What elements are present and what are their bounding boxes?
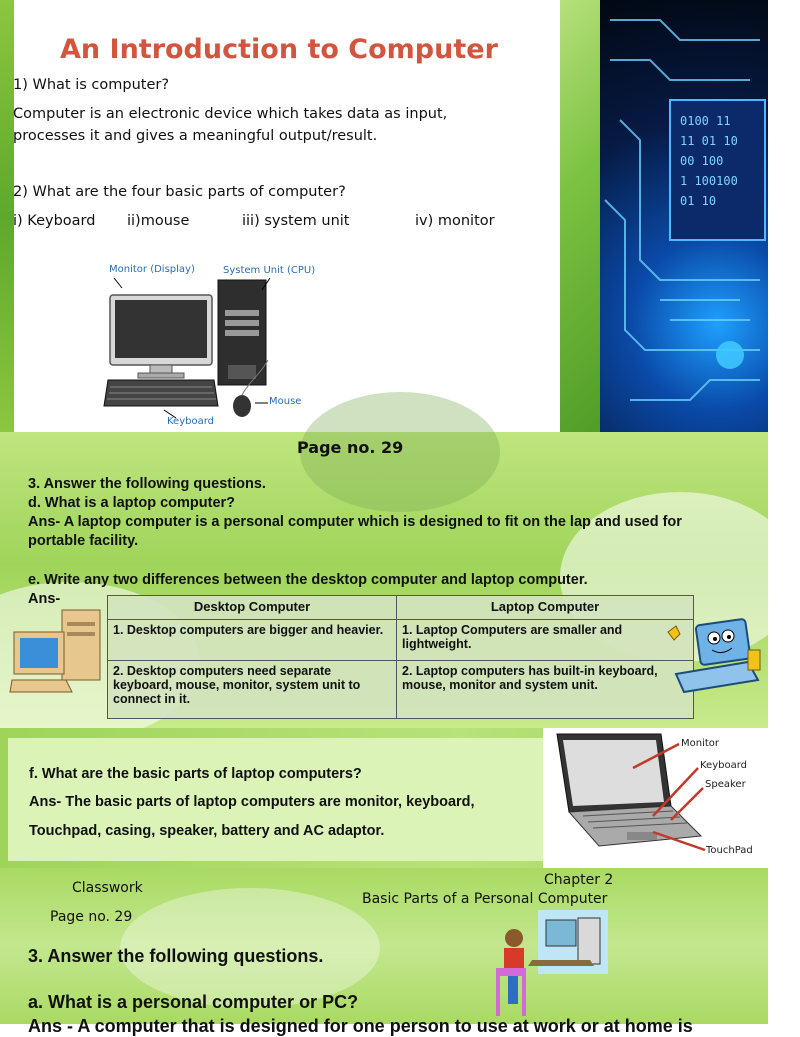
label-monitor: Monitor (Display) <box>109 264 195 275</box>
table-cell: 1. Desktop computers are bigger and heavier. <box>108 620 397 661</box>
chapter-subtitle: Basic Parts of a Personal Computer <box>362 891 608 907</box>
page-number: Page no. 29 <box>50 909 133 925</box>
question-d: d. What is a laptop computer? <box>28 495 236 511</box>
label-laptop-touchpad: TouchPad <box>706 845 753 856</box>
table-header-row <box>108 596 694 620</box>
slide-classwork <box>0 868 768 1036</box>
table-cell: 2. Laptop computers has built-in keyboard, mouse, monitor and system unit. <box>397 661 694 719</box>
svg-text:11 01 10: 11 01 10 <box>680 134 738 148</box>
answer-d-line-2: portable facility. <box>28 533 139 549</box>
comparison-table <box>107 595 694 719</box>
answer-f-line-2: Touchpad, casing, speaker, battery and AC adaptor. <box>29 823 385 839</box>
table-row <box>108 661 694 719</box>
desktop-computer-icon <box>10 604 105 696</box>
table-header: Laptop Computer <box>397 596 694 620</box>
laptop-mascot-icon <box>666 612 766 702</box>
page-number: Page no. 29 <box>297 438 404 457</box>
answer-d-line-1: Ans- A laptop computer is a personal computer which is designed to fit on the lap and used for <box>28 514 682 530</box>
label-mouse: Mouse <box>269 396 302 407</box>
svg-text:00 100: 00 100 <box>680 154 724 168</box>
label-system-unit: System Unit (CPU) <box>223 265 316 276</box>
answer-a: Ans - A computer that is designed for one person to use at work or at home is <box>28 1016 693 1036</box>
question-e: e. Write any two differences between the desktop computer and laptop computer. <box>28 572 588 588</box>
decorative-strip <box>0 0 14 432</box>
label-laptop-monitor: Monitor <box>681 738 720 749</box>
answer-f-line-1: Ans- The basic parts of laptop computers are monitor, keyboard, <box>29 794 475 810</box>
section-heading: 3. Answer the following questions. <box>28 476 266 492</box>
label-laptop-speaker: Speaker <box>705 779 746 790</box>
page-title: An Introduction to Computer <box>60 34 498 65</box>
slide-introduction <box>0 0 768 432</box>
label-laptop-keyboard: Keyboard <box>700 760 748 771</box>
section-heading: 3. Answer the following questions. <box>28 946 324 966</box>
table-cell: 2. Desktop computers need separate keyboard, mouse, monitor, system unit to connect in it. <box>108 661 397 719</box>
question-2: 2) What are the four basic parts of computer? <box>13 184 346 200</box>
answer-1-line-1: Computer is an electronic device which takes data as input, <box>13 106 448 122</box>
question-1: 1) What is computer? <box>13 77 170 93</box>
slide-laptop-questions <box>0 432 768 728</box>
question-a: a. What is a personal computer or PC? <box>28 992 359 1012</box>
svg-text:0100 11: 0100 11 <box>680 114 731 128</box>
circuit-board-image <box>600 0 768 432</box>
laptop-diagram <box>543 728 768 868</box>
slide-laptop-parts <box>0 728 768 868</box>
table-cell: 1. Laptop Computers are smaller and lightweight. <box>397 620 694 661</box>
label-keyboard: Keyboard <box>167 416 215 427</box>
part-mouse: ii)mouse <box>127 213 190 229</box>
chapter-label: Chapter 2 <box>544 872 614 888</box>
table-header: Desktop Computer <box>108 596 397 620</box>
svg-text:01 10: 01 10 <box>680 194 717 208</box>
svg-text:1 100100: 1 100100 <box>680 174 738 188</box>
answer-e-label: Ans- <box>28 591 61 607</box>
question-f: f. What are the basic parts of laptop computers? <box>29 766 362 782</box>
answer-1-line-2: processes it and gives a meaningful output/result. <box>13 128 378 144</box>
part-system-unit: iii) system unit <box>242 213 350 229</box>
part-monitor: iv) monitor <box>415 213 495 229</box>
person-at-computer-icon <box>490 908 610 1024</box>
classwork-label: Classwork <box>72 880 143 896</box>
part-keyboard: i) Keyboard <box>13 213 96 229</box>
table-row <box>108 620 694 661</box>
